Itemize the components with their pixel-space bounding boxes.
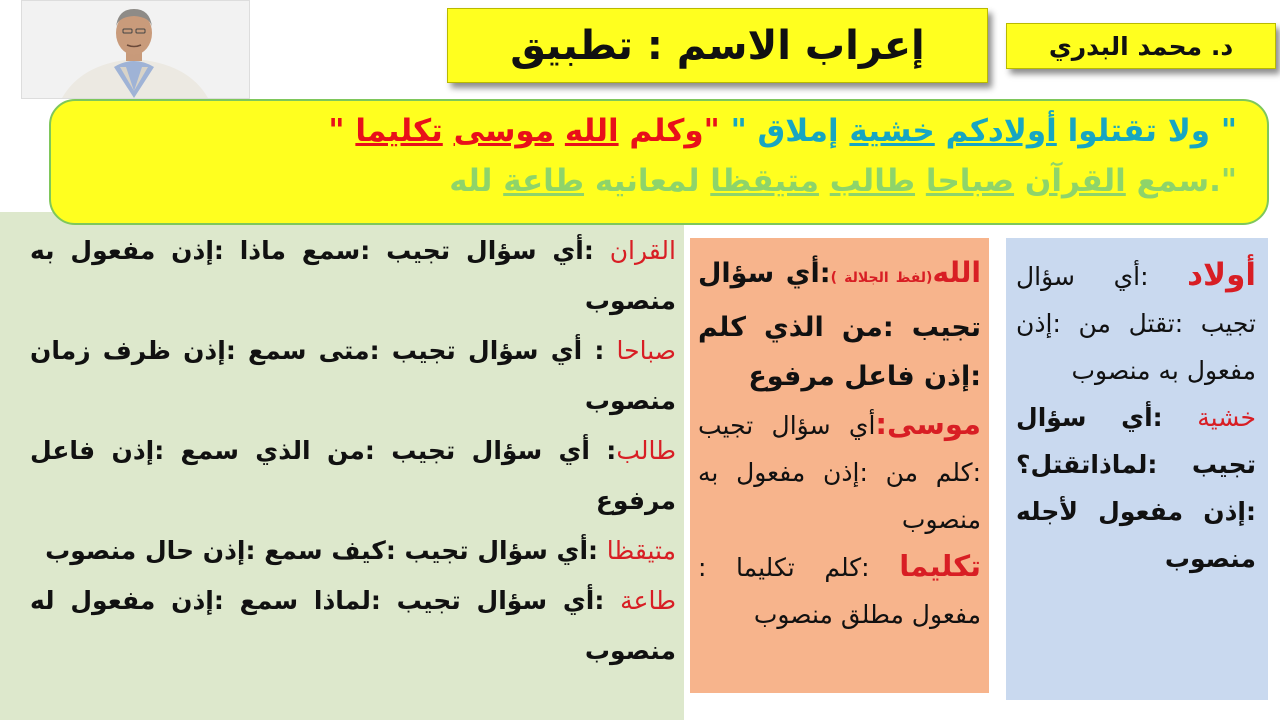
term-talib: طالب xyxy=(616,436,676,465)
term-awlad: أولاد xyxy=(1187,257,1256,293)
analysis-taa-text: :أي سؤال تجيب :لماذا سمع :إذن مفعول له منصوب xyxy=(30,586,676,665)
analysis-mutayaqqizan-text: :أي سؤال تجيب :كيف سمع :إذن حال منصوب xyxy=(45,536,607,565)
analysis-quran-text: :أي سؤال تجيب :سمع ماذا :إذن مفعول به منصوب xyxy=(30,236,676,315)
analysis-awlad-text: :أي سؤال تجيب :تقتل من :إذن مفعول به منصوب xyxy=(1016,262,1256,385)
term-allah: الله xyxy=(932,256,981,289)
analysis-musa-text: أي سؤال تجيب :كلم من :إذن مفعول به منصوب xyxy=(698,411,981,534)
word-limaanihi: لمعانيه xyxy=(594,163,700,199)
example-line-1 xyxy=(81,107,1237,155)
word-sabahan: صباحا xyxy=(925,163,1015,199)
analysis-talib-text: : أي سؤال تجيب :من الذي سمع :إذن فاعل مرفوع xyxy=(30,436,676,515)
analysis-taklima xyxy=(698,543,981,638)
term-taa: طاعة xyxy=(620,586,676,615)
term-musa: موسى: xyxy=(875,407,981,441)
analysis-taklima-text: :كلم تكليما : مفعول مطلق منصوب xyxy=(698,553,981,629)
example-line-2 xyxy=(81,155,1237,207)
analysis-talib xyxy=(30,426,676,526)
term-mutayaqqizan: متيقظا xyxy=(606,536,676,565)
analysis-column-middle xyxy=(690,238,989,693)
example-quote-2-end: " xyxy=(328,113,356,149)
analysis-awlad xyxy=(1016,252,1256,394)
word-awladakum: أولادكم xyxy=(945,113,1057,149)
word-alquran: القرآن xyxy=(1024,163,1126,199)
analysis-sabahan xyxy=(30,326,676,426)
word-taa: طاعة xyxy=(503,163,585,199)
word-khashya: خشية xyxy=(849,113,935,149)
analysis-taa xyxy=(30,576,676,676)
word-taklima: تكليما xyxy=(355,113,443,149)
term-allah-note: (لفظ الجلالة ) xyxy=(830,270,933,286)
example-quote-1-end: إملاق " xyxy=(719,113,850,149)
examples-box xyxy=(49,99,1269,225)
term-sabahan: صباحا xyxy=(616,336,676,365)
word-allah: الله xyxy=(564,113,619,149)
analysis-allah xyxy=(698,248,981,401)
term-quran: القران xyxy=(609,236,676,265)
analysis-musa xyxy=(698,401,981,543)
analysis-column-right xyxy=(1006,238,1268,700)
author-name: د. محمد البدري xyxy=(1048,31,1234,61)
term-taklima: تكليما xyxy=(899,549,981,583)
analysis-khashya xyxy=(1016,394,1256,582)
word-samia: سمع xyxy=(1136,163,1210,199)
term-khashya: خشية xyxy=(1197,403,1256,432)
presenter-photo xyxy=(21,0,250,99)
word-talib: طالب xyxy=(829,163,916,199)
word-lillah: لله xyxy=(449,163,493,199)
author-name-box xyxy=(1006,23,1276,69)
word-musa: موسى xyxy=(453,113,555,149)
example-quote-1-start: " ولا تقتلوا xyxy=(1056,113,1237,149)
analysis-quran xyxy=(30,226,676,326)
analysis-mutayaqqizan xyxy=(30,526,676,576)
analysis-khashya-text: :أي سؤال تجيب :لماذاتقتل؟ :إذن مفعول لأجله منصوب xyxy=(1016,403,1256,573)
analysis-column-left xyxy=(0,212,684,720)
example-line-2-quote: ". xyxy=(1209,163,1237,199)
example-quote-2-start: "وكلم xyxy=(618,113,720,149)
analysis-allah-text: :أي سؤال تجيب :من الذي كلم :إذن فاعل مرفوع xyxy=(698,258,981,392)
lesson-title-text: إعراب الاسم : تطبيق xyxy=(510,22,925,69)
analysis-sabahan-text: : أي سؤال تجيب :متى سمع :إذن ظرف زمان منصوب xyxy=(30,336,676,415)
lesson-title xyxy=(447,8,988,83)
word-mutayaqqizan: متيقظا xyxy=(710,163,819,199)
